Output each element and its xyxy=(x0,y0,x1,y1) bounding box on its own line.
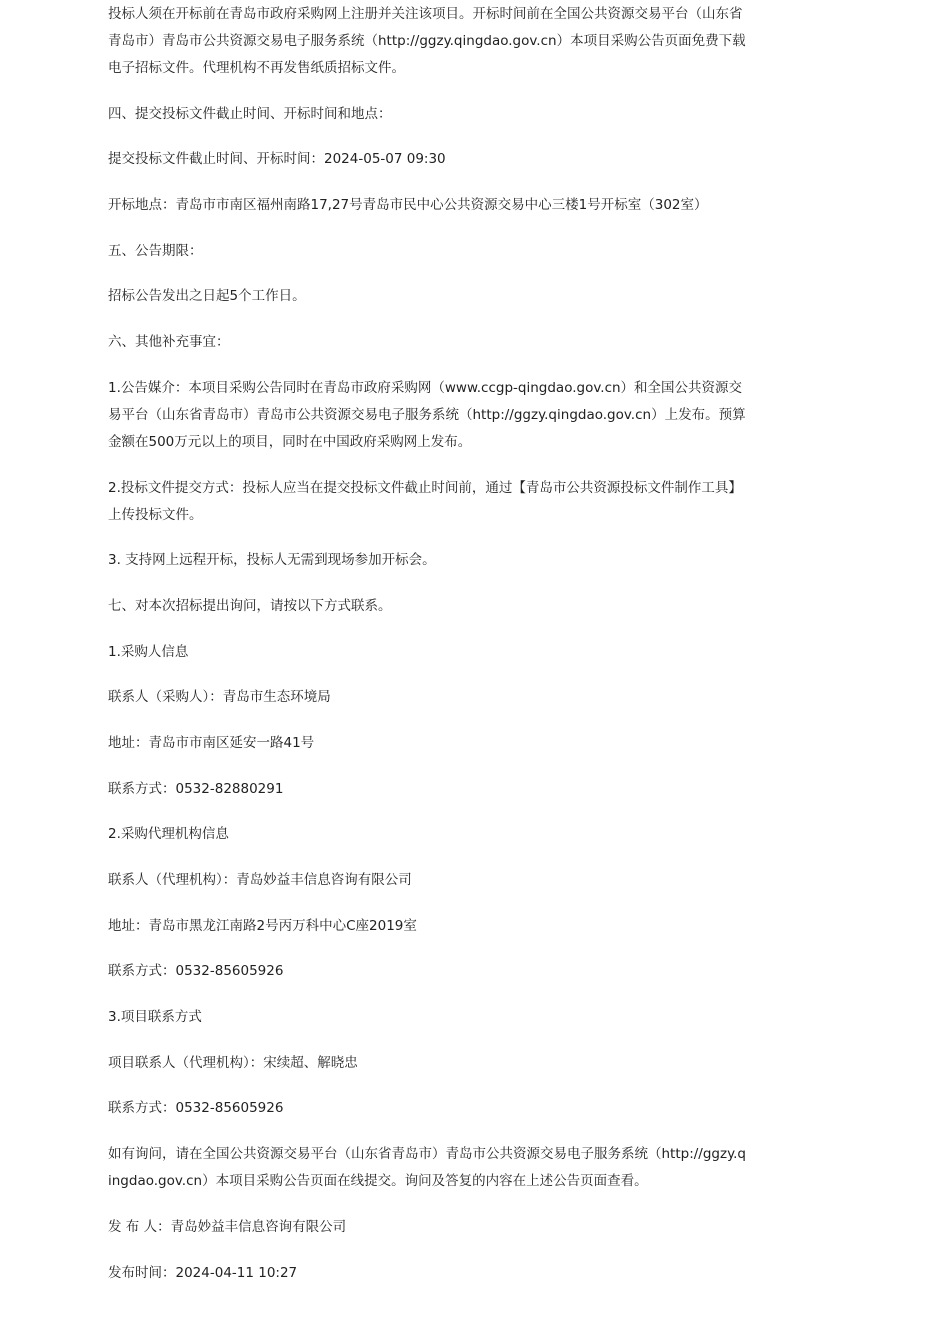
announcement-body xyxy=(108,1,748,1305)
notice-media: 1.公告媒介：本项目采购公告同时在青岛市政府采购网（www.ccgp-qingdao.gov.cn）和全国公共资源交易平台（山东省青岛市）青岛市公共资源交易电子服务系统（http://ggzy.qingdao.gov.cn）上发布。预算金额在500万元以上的项目，同时在中国政府采购网上发布。 xyxy=(108,379,746,450)
registration-note: 投标人须在开标前在青岛市政府采购网上注册并关注该项目。开标时间前在全国公共资源交易平台（山东省青岛市）青岛市公共资源交易电子服务系统（http://ggzy.qingdao.gov.cn）本项目采购公告页面免费下载电子招标文件。代理机构不再发售纸质招标文件。 xyxy=(108,6,746,76)
remote-opening: 3. 支持网上远程开标，投标人无需到现场参加开标会。 xyxy=(108,552,436,569)
project-contact-persons: 项目联系人（代理机构）：宋续超、解晓忠 xyxy=(108,1054,358,1071)
agency-contact: 联系人（代理机构）：青岛妙益丰信息咨询有限公司 xyxy=(108,872,412,888)
section-7-heading: 七、对本次招标提出询问，请按以下方式联系。 xyxy=(108,597,392,614)
purchaser-phone: 联系方式：0532-82880291 xyxy=(108,780,284,797)
section-4-heading: 四、提交投标文件截止时间、开标时间和地点： xyxy=(108,105,392,122)
deadline-time: 提交投标文件截止时间、开标时间：2024-05-07 09:30 xyxy=(108,151,446,168)
submission-method: 2.投标文件提交方式：投标人应当在提交投标文件截止时间前，通过【青岛市公共资源投标文件制作工具】上传投标文件。 xyxy=(108,479,742,523)
publisher: 发 布 人：青岛妙益丰信息咨询有限公司 xyxy=(108,1218,347,1235)
project-contact-heading: 3.项目联系方式 xyxy=(108,1009,202,1026)
publish-time: 发布时间：2024-04-11 10:27 xyxy=(108,1264,298,1281)
section-5-heading: 五、公告期限： xyxy=(108,242,203,259)
notice-period: 招标公告发出之日起5个工作日。 xyxy=(108,288,306,305)
agency-address: 地址：青岛市黑龙江南路2号丙万科中心C座2019室 xyxy=(108,917,417,934)
project-contact-phone: 联系方式：0532-85605926 xyxy=(108,1100,284,1117)
purchaser-contact: 联系人（采购人）：青岛市生态环境局 xyxy=(108,689,331,706)
opening-location: 开标地点：青岛市市南区福州南路17,27号青岛市民中心公共资源交易中心三楼1号开标室（302室） xyxy=(108,197,708,214)
purchaser-address: 地址：青岛市市南区延安一路41号 xyxy=(108,734,315,751)
purchaser-info-heading: 1.采购人信息 xyxy=(108,643,189,660)
agency-phone: 联系方式：0532-85605926 xyxy=(108,963,284,980)
agency-info-heading: 2.采购代理机构信息 xyxy=(108,826,229,843)
inquiry-instructions: 如有询问，请在全国公共资源交易平台（山东省青岛市）青岛市公共资源交易电子服务系统（http://ggzy.qingdao.gov.cn）本项目采购公告页面在线提交。询问及答复的内容在上述公告页面查看。 xyxy=(108,1146,747,1190)
section-6-heading: 六、其他补充事宜： xyxy=(108,334,230,351)
